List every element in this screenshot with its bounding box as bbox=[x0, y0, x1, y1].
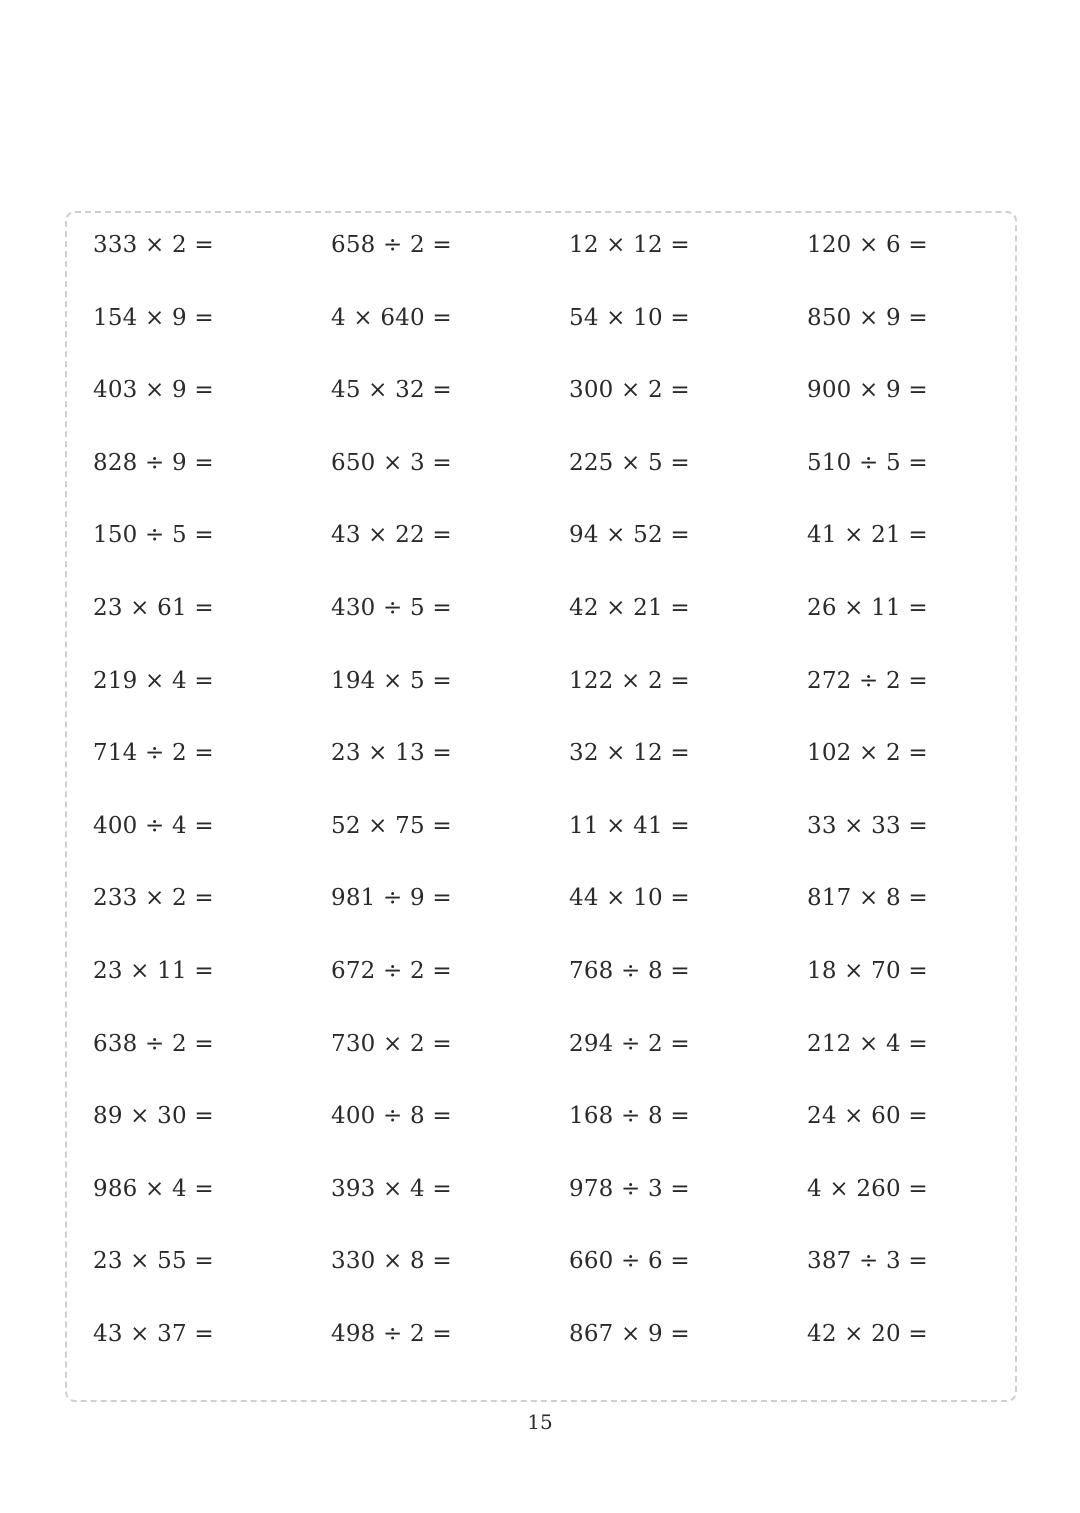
math-problem: 12 × 12 = bbox=[569, 232, 690, 258]
math-problem: 430 ÷ 5 = bbox=[331, 595, 452, 621]
math-problem: 194 × 5 = bbox=[331, 667, 452, 694]
math-problem: 672 ÷ 2 = bbox=[331, 958, 452, 984]
math-problem: 102 × 2 = bbox=[807, 740, 928, 767]
math-problem: 94 × 52 = bbox=[569, 522, 690, 549]
problem-row bbox=[67, 515, 1015, 555]
problem-row bbox=[67, 588, 1015, 628]
math-problem: 330 × 8 = bbox=[331, 1248, 452, 1275]
math-problem: 32 × 12 = bbox=[569, 740, 690, 767]
problem-row bbox=[67, 806, 1015, 846]
problem-row bbox=[67, 298, 1015, 338]
math-problem: 233 × 2 = bbox=[93, 885, 214, 912]
math-problem: 300 × 2 = bbox=[569, 377, 690, 404]
problem-row bbox=[67, 878, 1015, 918]
math-problem: 333 × 2 = bbox=[93, 232, 214, 258]
math-problem: 714 ÷ 2 = bbox=[93, 740, 214, 767]
math-problem: 23 × 13 = bbox=[331, 740, 452, 767]
math-problem: 54 × 10 = bbox=[569, 304, 690, 331]
math-problem: 768 ÷ 8 = bbox=[569, 958, 690, 984]
math-problem: 43 × 22 = bbox=[331, 522, 452, 549]
math-problem: 44 × 10 = bbox=[569, 885, 690, 912]
problem-row bbox=[67, 661, 1015, 701]
problem-grid bbox=[67, 213, 1015, 1400]
math-problem: 89 × 30 = bbox=[93, 1103, 214, 1130]
problem-row bbox=[67, 1241, 1015, 1281]
math-problem: 120 × 6 = bbox=[807, 232, 928, 258]
math-problem: 42 × 20 = bbox=[807, 1321, 928, 1347]
problem-row bbox=[67, 1024, 1015, 1064]
math-problem: 23 × 55 = bbox=[93, 1248, 214, 1275]
math-problem: 510 ÷ 5 = bbox=[807, 449, 928, 476]
math-problem: 18 × 70 = bbox=[807, 958, 928, 984]
math-problem: 52 × 75 = bbox=[331, 812, 452, 839]
math-problem: 650 × 3 = bbox=[331, 449, 452, 476]
math-problem: 212 × 4 = bbox=[807, 1030, 928, 1057]
math-problem: 122 × 2 = bbox=[569, 667, 690, 694]
math-problem: 4 × 260 = bbox=[807, 1175, 928, 1202]
worksheet-box bbox=[65, 211, 1017, 1402]
math-problem: 828 ÷ 9 = bbox=[93, 449, 214, 476]
page-number: 15 bbox=[527, 1410, 553, 1434]
math-problem: 981 ÷ 9 = bbox=[331, 885, 452, 912]
math-problem: 400 ÷ 4 = bbox=[93, 812, 214, 839]
math-problem: 900 × 9 = bbox=[807, 377, 928, 404]
math-problem: 387 ÷ 3 = bbox=[807, 1248, 928, 1275]
math-problem: 11 × 41 = bbox=[569, 812, 690, 839]
problem-row bbox=[67, 225, 1015, 265]
problem-row bbox=[67, 1169, 1015, 1209]
math-problem: 225 × 5 = bbox=[569, 449, 690, 476]
math-problem: 660 ÷ 6 = bbox=[569, 1248, 690, 1275]
math-problem: 817 × 8 = bbox=[807, 885, 928, 912]
math-problem: 154 × 9 = bbox=[93, 304, 214, 331]
math-problem: 24 × 60 = bbox=[807, 1103, 928, 1130]
math-problem: 403 × 9 = bbox=[93, 377, 214, 404]
problem-row bbox=[67, 1314, 1015, 1354]
math-problem: 41 × 21 = bbox=[807, 522, 928, 549]
math-problem: 219 × 4 = bbox=[93, 667, 214, 694]
math-problem: 730 × 2 = bbox=[331, 1030, 452, 1057]
math-problem: 498 ÷ 2 = bbox=[331, 1321, 452, 1347]
math-problem: 45 × 32 = bbox=[331, 377, 452, 404]
math-problem: 4 × 640 = bbox=[331, 304, 452, 331]
math-problem: 23 × 61 = bbox=[93, 595, 214, 621]
math-problem: 978 ÷ 3 = bbox=[569, 1175, 690, 1202]
math-problem: 294 ÷ 2 = bbox=[569, 1030, 690, 1057]
problem-row bbox=[67, 1096, 1015, 1136]
math-problem: 658 ÷ 2 = bbox=[331, 232, 452, 258]
math-problem: 986 × 4 = bbox=[93, 1175, 214, 1202]
problem-row bbox=[67, 733, 1015, 773]
math-problem: 23 × 11 = bbox=[93, 958, 214, 984]
math-problem: 42 × 21 = bbox=[569, 595, 690, 621]
math-problem: 393 × 4 = bbox=[331, 1175, 452, 1202]
problem-row bbox=[67, 370, 1015, 410]
problem-row bbox=[67, 951, 1015, 991]
math-problem: 43 × 37 = bbox=[93, 1321, 214, 1347]
math-problem: 26 × 11 = bbox=[807, 595, 928, 621]
math-problem: 400 ÷ 8 = bbox=[331, 1103, 452, 1130]
math-problem: 168 ÷ 8 = bbox=[569, 1103, 690, 1130]
math-problem: 150 ÷ 5 = bbox=[93, 522, 214, 549]
math-problem: 272 ÷ 2 = bbox=[807, 667, 928, 694]
math-problem: 638 ÷ 2 = bbox=[93, 1030, 214, 1057]
math-problem: 33 × 33 = bbox=[807, 812, 928, 839]
math-problem: 850 × 9 = bbox=[807, 304, 928, 331]
problem-row bbox=[67, 443, 1015, 483]
math-problem: 867 × 9 = bbox=[569, 1321, 690, 1347]
